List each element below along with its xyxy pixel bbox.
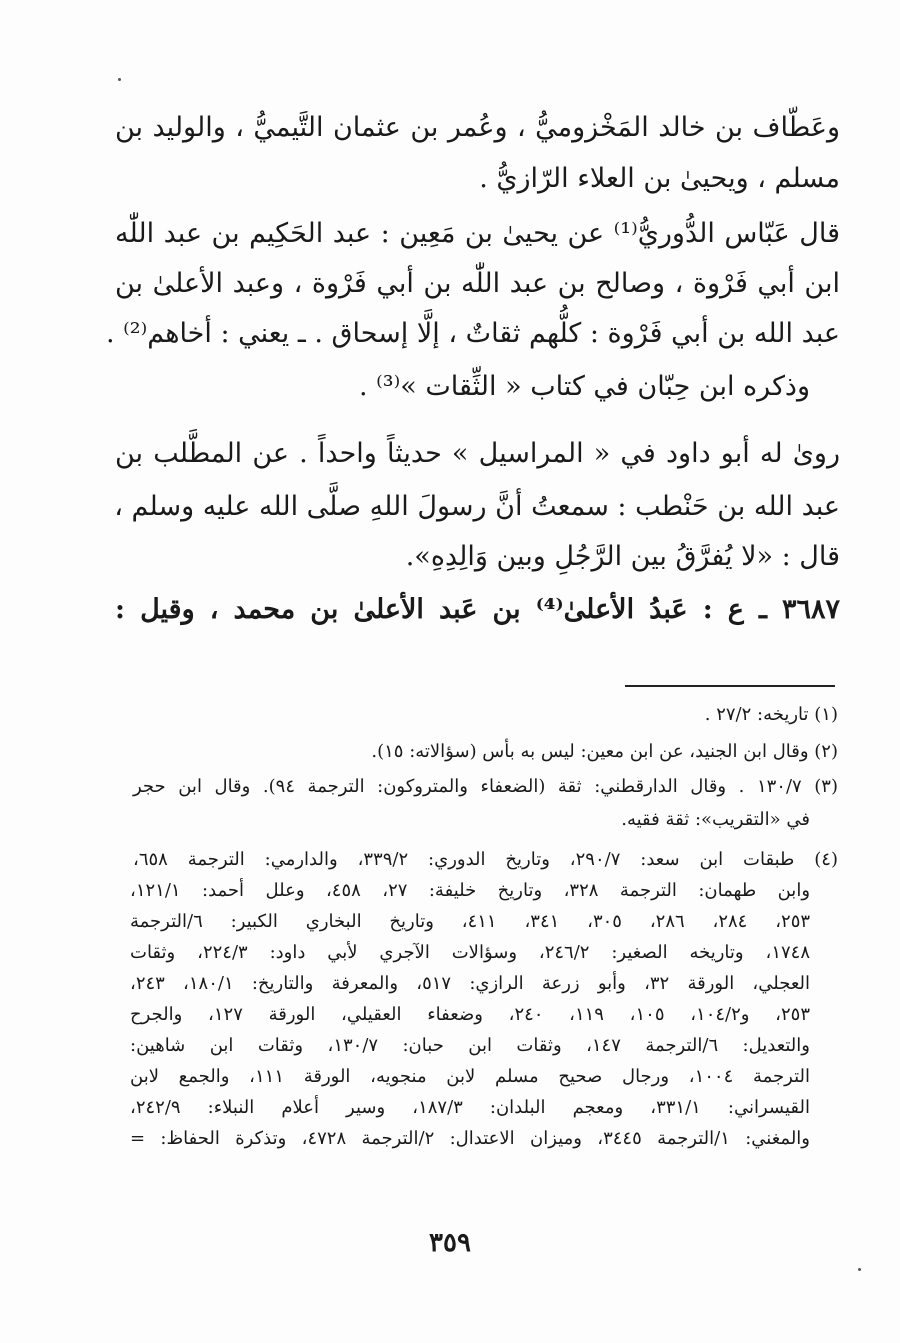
- text-line: روىٰ له أبو داود في « المراسيل » حديثاً واحداً . عن المطَّلب بن: [115, 438, 840, 469]
- scan-speck: [118, 78, 121, 81]
- footnote-line: (٣) ١٣٠/٧ . وقال الدارقطني: ثقة (الضعفاء والمتروكون: الترجمة ٩٤). وقال ابن حجر: [133, 776, 838, 797]
- footnote-line: وابن طهمان: الترجمة ٣٢٨، وتاريخ خليفة: ٢٧، ٤٥٨، وعلل أحمد: ١٢١/١،: [130, 880, 811, 901]
- footnote-line: (١) تاريخه: ٢٧/٢ .: [704, 704, 838, 725]
- footnote-line: ٢٥٣، ٢٨٤، ٢٨٦، ٣٠٥، ٣٤١، ٤١١، وتاريخ البخاري الكبير: ٦/الترجمة: [130, 911, 811, 932]
- scan-speck: [858, 1268, 861, 1271]
- text-line: وعَطّاف بن خالد المَخْزوميُّ ، وعُمر بن عثمان التَّيميُّ ، والوليد بن: [115, 112, 840, 143]
- text-line: عبد الله بن حَنْطب : سمعتُ أنَّ رسولَ اللهِ صلَّى الله عليه وسلم ،: [114, 491, 840, 522]
- text-line: وذكره ابن حِبّان في كتاب « الثِّقات »⁽³⁾ .: [358, 371, 810, 402]
- footnote-line: ٢٥٣، و١٠٤/٢، ١٠٥، ١١٩، ٢٤٠، وضعفاء العقيلي، الورقة ١٢٧، والجرح: [130, 1004, 811, 1025]
- footnote-line: الترجمة ١٠٠٤، ورجال صحيح مسلم لابن منجويه، الورقة ١١١، والجمع لابن: [130, 1066, 810, 1087]
- footnote-line: (٤) طبقات ابن سعد: ٢٩٠/٧، وتاريخ الدوري: ٣٣٩/٢، والدارمي: الترجمة ٦٥٨،: [133, 849, 838, 870]
- footnote-line: ١٧٤٨، وتاريخه الصغير: ٢٤٦/٢، وسؤالات الآجري لأبي داود: ٢٢٤/٣، وثقات: [130, 942, 810, 963]
- text-line: ابن أبي فَرْوة ، وصالح بن عبد اللّٰه بن أبي فَرْوة ، وعبد الأعلىٰ بن: [115, 268, 840, 299]
- footnote-line: والتعديل: ٦/الترجمة ١٤٧، وثقات ابن حبان: ١٣٠/٧، وثقات ابن شاهين:: [130, 1035, 810, 1056]
- text-line: مسلم ، ويحيىٰ بن العلاء الرّازيُّ .: [479, 163, 840, 194]
- entry-heading: ٣٦٨٧ ـ ع : عَبدُ الأعلىٰ⁽⁴⁾ بن عَبد الأعلىٰ بن محمد ، وقيل :: [115, 594, 840, 625]
- footnote-line: العجلي، الورقة ٣٢، وأبو زرعة الرازي: ٥١٧، والمعرفة والتاريخ: ١٨٠/١، ٢٤٣،: [130, 973, 810, 994]
- footnote-line: القيسراني: ٣٣١/١، ومعجم البلدان: ١٨٧/٣، وسير أعلام النبلاء: ٢٤٢/٩،: [130, 1097, 810, 1118]
- text-line: عبد الله بن أبي فَرْوة : كلُّهم ثقاتٌ ، إلَّا إسحاق . ـ يعني : أخاهم⁽²⁾ .: [105, 318, 840, 349]
- text-line: قال عَبّاس الدُّوريُّ⁽¹⁾ عن يحيىٰ بن مَعِين : عبد الحَكِيم بن عبد اللّٰه: [115, 218, 840, 249]
- footnote-line: والمغني: ١/الترجمة ٣٤٤٥، وميزان الاعتدال: ٢/الترجمة ٤٧٢٨، وتذكرة الحفاظ: =: [130, 1128, 810, 1149]
- footnote-separator: [625, 685, 835, 687]
- footnote-line: (٢) وقال ابن الجنيد، عن ابن معين: ليس به بأس (سؤالاته: ١٥).: [371, 741, 838, 762]
- text-line: قال : «لا يُفرَّقُ بين الرَّجُلِ وبين وَالِدِهِ».: [405, 541, 840, 572]
- page-number: ٣٥٩: [429, 1228, 471, 1258]
- footnote-line: في «التقريب»: ثقة فقيه.: [621, 809, 810, 830]
